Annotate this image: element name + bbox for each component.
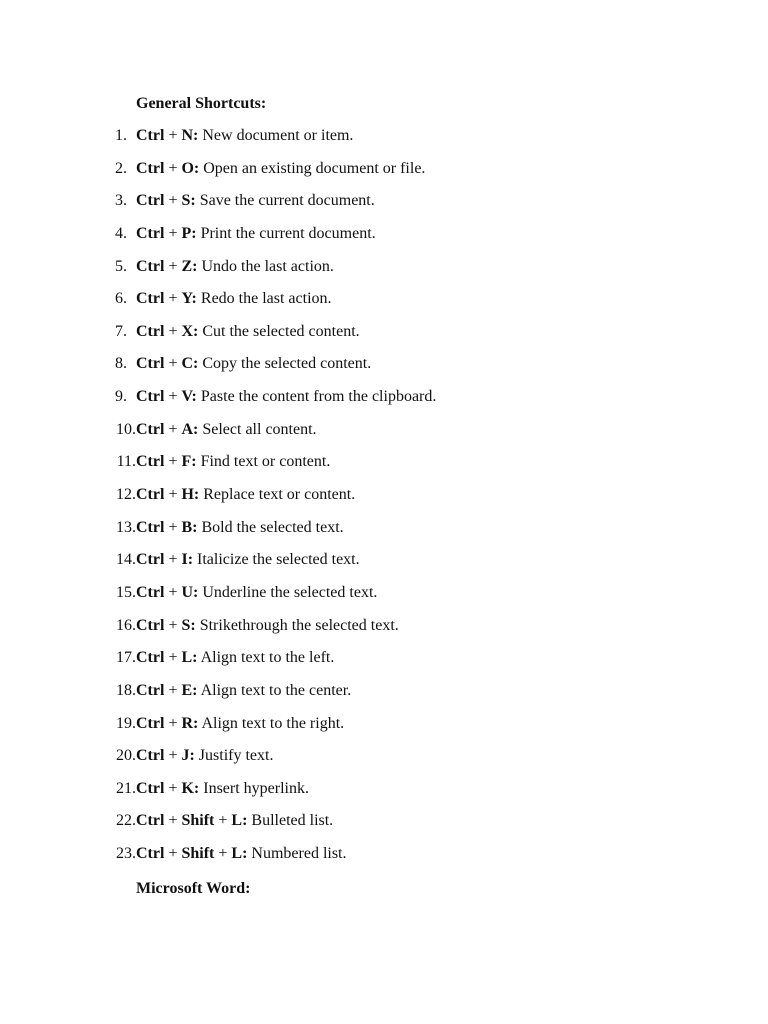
- list-number: 15.: [116, 583, 136, 601]
- key-ctrl: Ctrl: [136, 649, 165, 667]
- shortcut-keys: [136, 551, 193, 568]
- key-ctrl: Ctrl: [136, 192, 165, 210]
- shortcut-description: Justify text.: [198, 747, 274, 765]
- plus-sign: +: [164, 583, 182, 601]
- list-item: [0, 714, 768, 747]
- shortcut-description: Align text to the left.: [200, 649, 335, 667]
- shortcut-keys: [136, 812, 247, 829]
- shortcut-entry: [136, 616, 399, 636]
- key-letter: E:: [181, 681, 198, 699]
- plus-sign: +: [164, 845, 182, 863]
- list-number: 11.: [116, 453, 136, 471]
- list-number: 20.: [116, 747, 136, 765]
- list-number: 14.: [116, 551, 136, 569]
- list-item: [0, 518, 768, 551]
- shortcut-list: [0, 126, 768, 877]
- key-ctrl: Ctrl: [136, 714, 165, 732]
- key-letter: J:: [181, 747, 195, 765]
- list-number: 9.: [115, 388, 127, 406]
- shortcut-description: Underline the selected text.: [202, 583, 378, 601]
- list-item: [0, 289, 768, 322]
- list-number: 2.: [115, 159, 127, 177]
- plus-sign: +: [164, 420, 182, 438]
- shortcut-description: Print the current document.: [200, 224, 376, 242]
- key-ctrl: Ctrl: [136, 420, 165, 438]
- list-number: 5.: [115, 257, 127, 275]
- list-number: 8.: [115, 355, 127, 373]
- list-item: [0, 322, 768, 355]
- plus-sign: +: [164, 649, 182, 667]
- key-ctrl: Ctrl: [136, 322, 165, 340]
- list-number: 17.: [116, 649, 136, 667]
- list-number: 7.: [115, 322, 127, 340]
- shortcut-description: Italicize the selected text.: [197, 551, 360, 569]
- list-number: 13.: [116, 518, 136, 536]
- shortcut-keys: [136, 519, 197, 536]
- key-ctrl: Ctrl: [136, 453, 165, 471]
- key-ctrl: Ctrl: [136, 616, 165, 634]
- list-number: 18.: [116, 681, 136, 699]
- key-ctrl: Ctrl: [136, 583, 165, 601]
- shortcut-description: Open an existing document or file.: [203, 159, 426, 177]
- plus-sign: +: [164, 322, 182, 340]
- list-item: [0, 224, 768, 257]
- key-letter: V:: [181, 388, 197, 406]
- shortcut-entry: [136, 550, 360, 570]
- key-ctrl: Ctrl: [136, 355, 165, 373]
- key-ctrl: Ctrl: [136, 551, 165, 569]
- shortcut-description: Strikethrough the selected text.: [199, 616, 399, 634]
- key-letter: L:: [231, 812, 248, 830]
- plus-sign: +: [164, 257, 182, 275]
- list-number: 1.: [115, 127, 127, 144]
- list-item: [0, 811, 768, 844]
- list-number: 22.: [116, 812, 136, 830]
- shortcut-keys: [136, 388, 197, 405]
- shortcut-entry: [136, 714, 344, 734]
- list-item: [0, 126, 768, 159]
- key-letter: Z:: [181, 257, 198, 275]
- key-ctrl: Ctrl: [136, 812, 165, 830]
- shortcut-description: Save the current document.: [199, 192, 375, 210]
- shortcut-keys: [136, 486, 199, 503]
- key-letter: A:: [181, 420, 199, 438]
- plus-sign: +: [164, 224, 182, 242]
- shortcut-entry: [136, 648, 334, 668]
- plus-sign: +: [164, 714, 182, 732]
- shortcut-description: Numbered list.: [251, 845, 347, 863]
- list-number: 6.: [115, 290, 127, 308]
- shortcut-entry: [136, 844, 347, 864]
- list-item: [0, 387, 768, 420]
- list-item: [0, 844, 768, 877]
- shortcut-description: Select all content.: [202, 420, 317, 438]
- plus-sign: +: [164, 779, 182, 797]
- shortcut-description: Insert hyperlink.: [203, 779, 309, 797]
- shortcut-keys: [136, 584, 198, 601]
- plus-sign: +: [164, 192, 182, 210]
- shortcut-entry: [136, 811, 333, 831]
- list-item: [0, 779, 768, 812]
- key-ctrl: Ctrl: [136, 747, 165, 765]
- list-number: 12.: [116, 486, 136, 504]
- key-letter: S:: [181, 616, 196, 634]
- shortcut-entry: [136, 126, 353, 146]
- shortcut-keys: [136, 225, 197, 242]
- list-item: [0, 452, 768, 485]
- shortcut-description: Bulleted list.: [251, 812, 334, 830]
- list-number: 23.: [116, 845, 136, 863]
- shortcut-keys: [136, 453, 197, 470]
- key-letter: S:: [181, 192, 196, 210]
- shortcut-keys: [136, 617, 196, 634]
- key-ctrl: Ctrl: [136, 290, 165, 308]
- shortcut-keys: [136, 258, 197, 275]
- shortcut-keys: [136, 649, 197, 666]
- plus-sign: +: [164, 355, 182, 373]
- key-shift: Shift: [181, 812, 215, 830]
- list-number: 4.: [115, 224, 127, 242]
- key-letter: K:: [181, 779, 200, 797]
- shortcut-entry: [136, 387, 436, 407]
- plus-sign: +: [164, 159, 182, 177]
- list-item: [0, 550, 768, 583]
- shortcut-entry: [136, 191, 375, 211]
- key-letter: O:: [181, 159, 200, 177]
- key-letter: X:: [181, 322, 199, 340]
- plus-sign: +: [164, 551, 182, 569]
- shortcut-keys: [136, 715, 198, 732]
- plus-sign: +: [214, 845, 232, 863]
- key-letter: R:: [181, 714, 199, 732]
- shortcut-entry: [136, 681, 351, 701]
- shortcut-description: Copy the selected content.: [202, 355, 372, 373]
- key-ctrl: Ctrl: [136, 127, 165, 144]
- shortcut-entry: [136, 354, 371, 374]
- key-letter: F:: [181, 453, 197, 471]
- key-ctrl: Ctrl: [136, 159, 165, 177]
- plus-sign: +: [164, 127, 182, 144]
- shortcut-entry: [136, 452, 330, 472]
- list-item: [0, 420, 768, 453]
- list-item: [0, 648, 768, 681]
- shortcut-keys: [136, 845, 247, 862]
- list-number: 21.: [116, 779, 136, 797]
- shortcut-entry: [136, 224, 376, 244]
- list-item: [0, 746, 768, 779]
- key-ctrl: Ctrl: [136, 224, 165, 242]
- shortcut-entry: [136, 779, 309, 799]
- shortcut-description: Bold the selected text.: [201, 518, 344, 536]
- key-ctrl: Ctrl: [136, 518, 165, 536]
- shortcut-description: Cut the selected content.: [202, 322, 360, 340]
- key-ctrl: Ctrl: [136, 257, 165, 275]
- plus-sign: +: [164, 616, 182, 634]
- list-number: 19.: [116, 714, 136, 732]
- list-item: [0, 257, 768, 290]
- key-ctrl: Ctrl: [136, 486, 165, 504]
- shortcut-entry: [136, 257, 334, 277]
- shortcut-entry: [136, 322, 360, 342]
- key-letter: Y:: [181, 290, 197, 308]
- list-item: [0, 616, 768, 649]
- shortcut-description: Undo the last action.: [201, 257, 334, 275]
- shortcut-entry: [136, 420, 317, 440]
- key-letter: P:: [181, 224, 197, 242]
- shortcut-description: Paste the content from the clipboard.: [200, 388, 437, 406]
- shortcut-keys: [136, 192, 196, 209]
- key-letter: L:: [231, 845, 248, 863]
- key-ctrl: Ctrl: [136, 779, 165, 797]
- list-item: [0, 583, 768, 616]
- list-item: [0, 354, 768, 387]
- shortcut-description: New document or item.: [202, 127, 354, 144]
- section-heading-general-shortcuts: General Shortcuts:: [136, 95, 267, 112]
- list-item: [0, 159, 768, 192]
- shortcut-keys: [136, 160, 199, 177]
- shortcut-description: Replace text or content.: [203, 486, 356, 504]
- list-number: 16.: [116, 616, 136, 634]
- plus-sign: +: [164, 290, 182, 308]
- key-letter: U:: [181, 583, 199, 601]
- key-letter: N:: [181, 127, 199, 144]
- shortcut-entry: [136, 159, 425, 179]
- plus-sign: +: [164, 453, 182, 471]
- key-ctrl: Ctrl: [136, 845, 165, 863]
- shortcut-keys: [136, 355, 198, 372]
- shortcut-description: Align text to the right.: [201, 714, 345, 732]
- list-item: [0, 191, 768, 224]
- key-letter: B:: [181, 518, 198, 536]
- key-ctrl: Ctrl: [136, 388, 165, 406]
- key-letter: I:: [181, 551, 194, 569]
- plus-sign: +: [164, 388, 182, 406]
- shortcut-keys: [136, 682, 197, 699]
- plus-sign: +: [164, 486, 182, 504]
- shortcut-entry: [136, 746, 273, 766]
- shortcut-description: Align text to the center.: [200, 681, 352, 699]
- shortcut-entry: [136, 583, 377, 603]
- key-ctrl: Ctrl: [136, 681, 165, 699]
- list-number: 3.: [115, 192, 127, 210]
- shortcut-keys: [136, 323, 198, 340]
- key-letter: C:: [181, 355, 199, 373]
- plus-sign: +: [164, 681, 182, 699]
- plus-sign: +: [164, 812, 182, 830]
- key-shift: Shift: [181, 845, 215, 863]
- shortcut-description: Redo the last action.: [200, 290, 332, 308]
- section-heading-microsoft-word: Microsoft Word:: [136, 880, 251, 897]
- shortcut-keys: [136, 290, 197, 307]
- shortcut-keys: [136, 747, 195, 764]
- list-item: [0, 485, 768, 518]
- plus-sign: +: [164, 518, 182, 536]
- shortcut-keys: [136, 780, 199, 797]
- list-item: [0, 681, 768, 714]
- plus-sign: +: [164, 747, 182, 765]
- plus-sign: +: [214, 812, 232, 830]
- shortcut-entry: [136, 485, 355, 505]
- shortcut-description: Find text or content.: [200, 453, 331, 471]
- shortcut-keys: [136, 127, 198, 144]
- shortcut-entry: [136, 518, 344, 538]
- key-letter: H:: [181, 486, 200, 504]
- list-number: 10.: [116, 420, 136, 438]
- shortcut-entry: [136, 289, 332, 309]
- key-letter: L:: [181, 649, 198, 667]
- shortcut-keys: [136, 421, 198, 438]
